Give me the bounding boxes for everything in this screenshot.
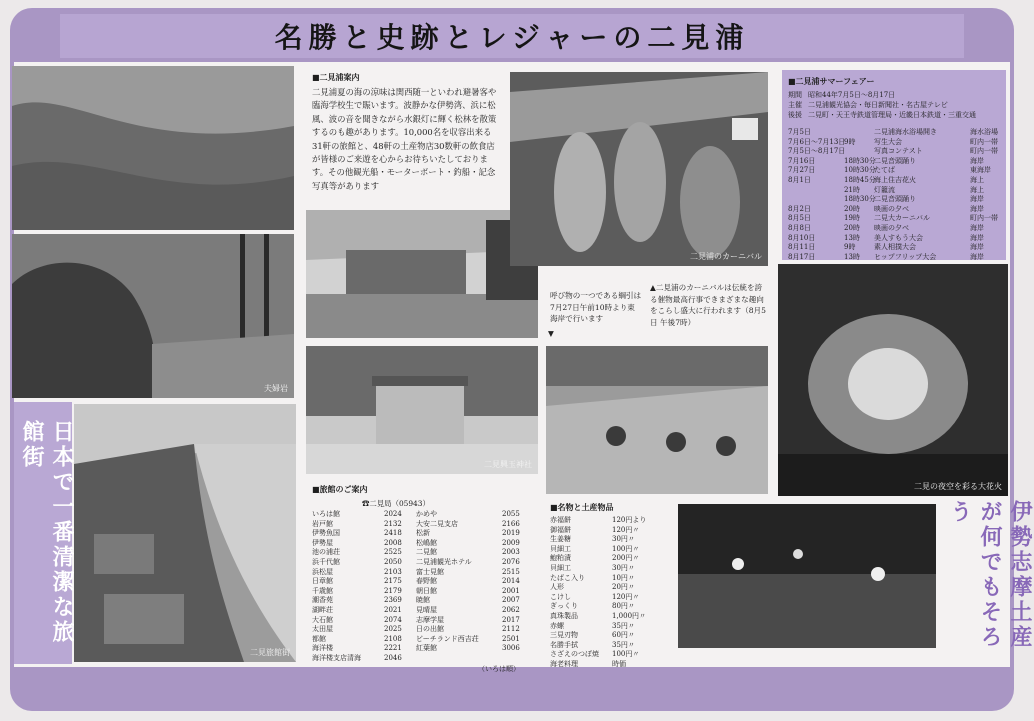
souvenir-price: 30円〃 [612,535,635,544]
event-date: 8月11日 [788,243,816,252]
event-name: 二見浦海水浴場開き [874,128,937,136]
event-place: 海岸 [970,223,984,232]
inn-name: 伊勢魚国 [312,529,340,538]
event-name: ヒップフリップ大会 [874,252,937,261]
inn-name: 富士見館 [416,567,444,576]
inn-name: 志摩学屋 [416,615,444,624]
event-time: 20時 [844,204,860,213]
fair-events [788,128,1002,262]
souvenir-price: 120円より [612,516,647,524]
inn-phone: 2017 [502,615,520,624]
inns-office: ☎二見局（05943） [362,499,430,508]
right-slogan: 伊勢志摩土産が何でもそろう [947,500,1032,650]
inn-row [312,654,534,664]
event-time: 18時30分 [844,156,876,165]
inns-footer: （いろは順） [478,664,520,673]
fair-event-row [788,224,1002,234]
souvenir-row [550,583,674,593]
inn-phone: 2021 [384,605,402,614]
event-name: 二見音頭踊り [874,156,916,165]
fair-event-row [788,214,1002,224]
inn-name: 浜千代館 [312,557,340,566]
event-time: 10時30分 [844,166,876,175]
photo-carnival [510,72,768,266]
fair-event-row [788,195,1002,205]
event-name: 灯籠流 [874,185,895,194]
event-time: 21時 [844,185,860,194]
photo-inn-street [74,404,296,662]
inn-row [312,606,534,616]
souvenir-name: 三見刃物 [550,631,578,640]
fair-event-row [788,243,1002,253]
inn-phone: 2008 [384,538,402,547]
inn-name: 大石館 [312,615,333,624]
inn-row [312,529,534,539]
event-time: 13時 [844,252,860,261]
souvenir-name: 人形 [550,583,564,592]
fair-event-row [788,147,1002,157]
event-time [844,128,874,138]
title-bar [60,14,964,58]
page-title: 名勝と史跡とレジャーの二見浦 [274,21,750,54]
event-time: 9時 [844,243,856,252]
inn-row [312,644,534,654]
fair-event-row [788,205,1002,215]
inn-phone: 2024 [384,510,402,518]
event-place: 町内一帯 [970,147,998,156]
inn-phone: 2179 [384,586,402,595]
souvenir-price: 100円〃 [612,650,640,659]
inn-name [416,654,502,664]
inn-phone: 2132 [384,519,402,528]
event-date: 8月17日 [788,252,816,261]
inn-name: 松新 [416,529,430,538]
fair-info-key: 主催 [788,101,802,109]
inns-section [312,484,534,674]
event-place: 海岸 [970,195,984,204]
souvenir-name: 貝細工 [550,563,571,572]
souvenir-name: たばこ入り [550,573,585,582]
souvenir-price: 35円〃 [612,640,635,649]
souvenir-name: こけし [550,592,571,601]
inn-row [312,510,534,520]
photo-fireworks [778,264,1008,496]
souvenir-name: 赤螺 [550,621,564,630]
event-place: 海岸 [970,204,984,213]
fair-info-key: 後援 [788,111,802,119]
event-date [788,186,844,196]
souvenir-row [550,641,674,651]
inn-name: 暁館 [416,596,430,605]
photo-night-view [678,504,936,648]
fair-event-row [788,128,1002,138]
caption-shrine: 二見興玉神社 [484,460,532,469]
inn-phone: 2019 [502,529,520,538]
event-place: 東海岸 [970,166,991,175]
inn-phone: 2062 [502,605,520,614]
fair-event-row [788,234,1002,244]
inn-name: 千歳館 [312,586,333,595]
souvenir-name: 生姜糖 [550,535,571,544]
fair-event-row [788,176,1002,186]
inn-name: 池の浦荘 [312,548,340,557]
guide-section [312,72,498,193]
inn-row [312,625,534,635]
fair-info-row [788,100,1002,110]
event-place: 海上 [970,175,984,184]
inn-phone: 2007 [502,596,520,605]
souvenir-price: 35円〃 [612,621,635,630]
event-date: 8月2日 [788,204,811,213]
souvenir-price: 120円〃 [612,592,640,601]
inn-phone: 2525 [384,548,402,557]
event-time: 19時 [844,214,860,223]
inn-name: 松嶋館 [416,538,437,547]
event-place: 海岸 [970,233,984,242]
inn-row [312,616,534,626]
event-date: 7月27日 [788,166,816,175]
souvenir-price: 200円〃 [612,554,640,563]
inn-phone: 2046 [384,653,402,662]
inn-phone: 2369 [384,596,402,605]
souvenir-name: 貝細工 [550,544,571,553]
inn-phone: 2076 [502,557,520,566]
event-name: 映画の夕べ [874,223,909,232]
inn-name: 見晴屋 [416,605,437,614]
inn-phone [502,654,532,664]
souvenir-name: 鮑粕漬 [550,554,571,563]
souvenir-price: 時価 [612,659,626,668]
souvenir-row [550,564,674,574]
fair-info-key: 期間 [788,91,802,99]
photo-tug-of-war [546,346,768,494]
inn-row [312,587,534,597]
souvenir-row [550,526,674,536]
inn-phone: 2074 [384,615,402,624]
inn-phone: 2501 [502,634,520,643]
caption-fireworks: 二見の夜空を彩る大花火 [914,482,1002,491]
inn-name: 太田屋 [312,625,333,634]
souvenir-name: 名勝手拭 [550,640,578,649]
event-place: 海上 [970,185,984,194]
carnival-note: ▲二見浦のカーニバルは伝統を誇る催物最高行事できまざまな趣向をこらし盛大に行われます（8月5日 午後7時） [650,283,766,327]
souvenir-section [550,502,674,670]
fair-event-row [788,186,1002,196]
inn-phone: 2025 [384,625,402,634]
event-name: 海上住吉花火 [874,175,916,184]
event-place: 海岸 [970,243,984,252]
inn-row [312,577,534,587]
inn-row [312,568,534,578]
event-place: 町内一帯 [970,137,998,146]
inn-phone: 2221 [384,644,402,653]
inn-phone: 2515 [502,567,520,576]
event-name: 映画の夕べ [874,204,909,213]
inn-name: 潮香苑 [312,596,333,605]
inn-name: 二見館 [416,548,437,557]
event-date: 7月16日 [788,156,816,165]
souvenir-list [550,516,674,670]
inn-name: 海洋楼 [312,644,333,653]
guide-heading: ■二見浦案内 [312,73,360,82]
inn-name: 紅葉館 [416,644,437,653]
inn-phone: 2112 [502,625,520,634]
fair-event-row [788,157,1002,167]
inn-name: 日章館 [312,577,333,586]
inn-name: 浜松屋 [312,567,333,576]
fair-info-row [788,110,1002,120]
inn-phone: 2055 [502,510,520,518]
event-date [788,195,844,205]
event-place: 海水浴場 [970,128,998,136]
inn-row [312,539,534,549]
event-name: 二見音頭踊り [874,195,916,204]
photo-grounds [306,210,538,338]
inn-row [312,596,534,606]
souvenir-price: 80円〃 [612,602,635,611]
souvenir-row [550,516,674,526]
event-date: 8月1日 [788,175,811,184]
inn-phone: 2050 [384,557,402,566]
caption-carnival: 二見浦のカーニバル [690,252,762,261]
fair-event-row [788,253,1002,263]
inn-row [312,558,534,568]
inn-name: 伊勢屋 [312,538,333,547]
event-place: 海岸 [970,252,984,261]
guide-text: 二見浦夏の海の涼味は関西随一といわれ避暑客や臨海学校生で賑います。波静かな伊勢湾、浜に松風、波の音を聞きながら水銀灯に輝く松林を散策するのも趣があります。10,000名を収容出来る31軒の旅館と、48軒の土産物店30数軒の飲食店が皆様のご来遊を心からお待ちいたしております。その他観光船・モーターボート・釣船・記念写真等があります [312,87,497,191]
left-slogan: 日本で一番清潔な旅館街 [19,420,74,645]
event-time: 13時 [844,233,860,242]
event-time: 9時 [844,137,856,146]
souvenir-row [550,602,674,612]
tug-note: 呼び物の一つである綱引は7月27日午前10時より東海岸で行います [550,291,642,323]
inn-phone: 2014 [502,577,520,586]
inn-name: 海洋楼支店清海 [312,653,361,662]
souvenir-row [550,545,674,555]
souvenir-name: 御福餅 [550,525,571,534]
fair-event-row [788,166,1002,176]
inn-name: 日の出館 [416,625,444,634]
photo-shore-aerial [12,66,294,230]
event-time: 18時30分 [844,195,876,204]
inn-name: 朝日館 [416,586,437,595]
photo-meoto-rocks [12,234,294,398]
souvenir-price: 30円〃 [612,563,635,572]
inn-phone: 2175 [384,577,402,586]
tug-arrow: ▼ [548,329,554,338]
inn-name: 湖畔荘 [312,605,333,614]
souvenir-name: さざえのつぼ焼 [550,650,599,659]
souvenir-heading: ■名物と土産物品 [550,503,614,512]
inn-phone: 2009 [502,538,520,547]
souvenir-row [550,554,674,564]
inn-phone: 2166 [502,519,520,528]
inn-phone: 2003 [502,548,520,557]
event-name: 二見大カーニバル [874,214,930,223]
event-date: 8月10日 [788,233,816,242]
event-name: 写生大会 [874,137,902,146]
inn-name: 都館 [312,634,326,643]
caption-street: 二見旅館街 [250,648,290,657]
inn-name: 岩戸館 [312,519,333,528]
souvenir-name: 真珠製品 [550,611,578,620]
souvenir-name: ぎっくり [550,602,578,611]
inns-list [312,510,534,664]
souvenir-price: 120円〃 [612,525,640,534]
event-date: 7月6日～7月13日 [788,137,846,146]
inn-row [312,548,534,558]
inn-phone: 2103 [384,567,402,576]
caption-meoto: 夫婦岩 [264,384,288,393]
inn-phone: 3006 [502,644,520,653]
inn-row [312,520,534,530]
souvenir-row [550,574,674,584]
event-date: 7月5日～8月17日 [788,147,846,156]
inn-name: ビーチランド西吉荘 [416,634,479,643]
souvenir-price: 10円〃 [612,573,635,582]
inn-phone: 2418 [384,529,402,538]
souvenir-name: 海老料理 [550,659,578,668]
fair-info-value: 二見浦観光協会・毎日新聞社・名古屋テレビ [808,101,948,109]
souvenir-row [550,622,674,632]
fair-info-row [788,90,1002,100]
inn-name: 二見浦観光ホテル [416,557,472,566]
event-date: 7月5日 [788,128,811,136]
inn-row [312,635,534,645]
souvenir-row [550,535,674,545]
inn-name: いろは館 [312,510,340,518]
inn-name: かめや [416,510,437,518]
inns-heading: ■旅館のご案内 [312,485,368,494]
fair-info-value: 二見町・天王寺鉄道管理局・近畿日本鉄道・三重交通 [808,111,976,119]
event-name: 写真コンテスト [874,147,923,156]
fair-info-value: 昭和44年7月5日～8月17日 [808,91,896,99]
souvenir-row [550,612,674,622]
souvenir-price: 20円〃 [612,583,635,592]
fair-info [788,90,1002,120]
inn-name: 春野館 [416,577,437,586]
fair-event-row [788,138,1002,148]
event-place: 海岸 [970,156,984,165]
event-place: 町内一帯 [970,214,998,223]
souvenir-price: 60円〃 [612,631,635,640]
souvenir-row [550,631,674,641]
photo-shrine [306,346,538,474]
event-name: 素人相撲大会 [874,243,916,252]
event-name: たてば [874,166,895,175]
souvenir-price: 1,000円〃 [612,611,647,620]
fair-section [788,76,1002,262]
souvenir-row [550,660,674,670]
souvenir-price: 100円〃 [612,544,640,553]
inn-name: 大安二見支店 [416,519,458,528]
inn-phone: 2108 [384,634,402,643]
event-date: 8月8日 [788,223,811,232]
event-time [844,147,874,157]
souvenir-name: 赤福餅 [550,516,571,524]
event-time: 18時45分 [844,175,876,184]
inn-phone: 2001 [502,586,520,595]
event-date: 8月5日 [788,214,811,223]
event-name: 美人すもう大会 [874,233,923,242]
souvenir-row [550,650,674,660]
souvenir-row [550,593,674,603]
event-time: 20時 [844,223,860,232]
fair-heading: ■二見浦サマーフェアー [788,77,875,86]
